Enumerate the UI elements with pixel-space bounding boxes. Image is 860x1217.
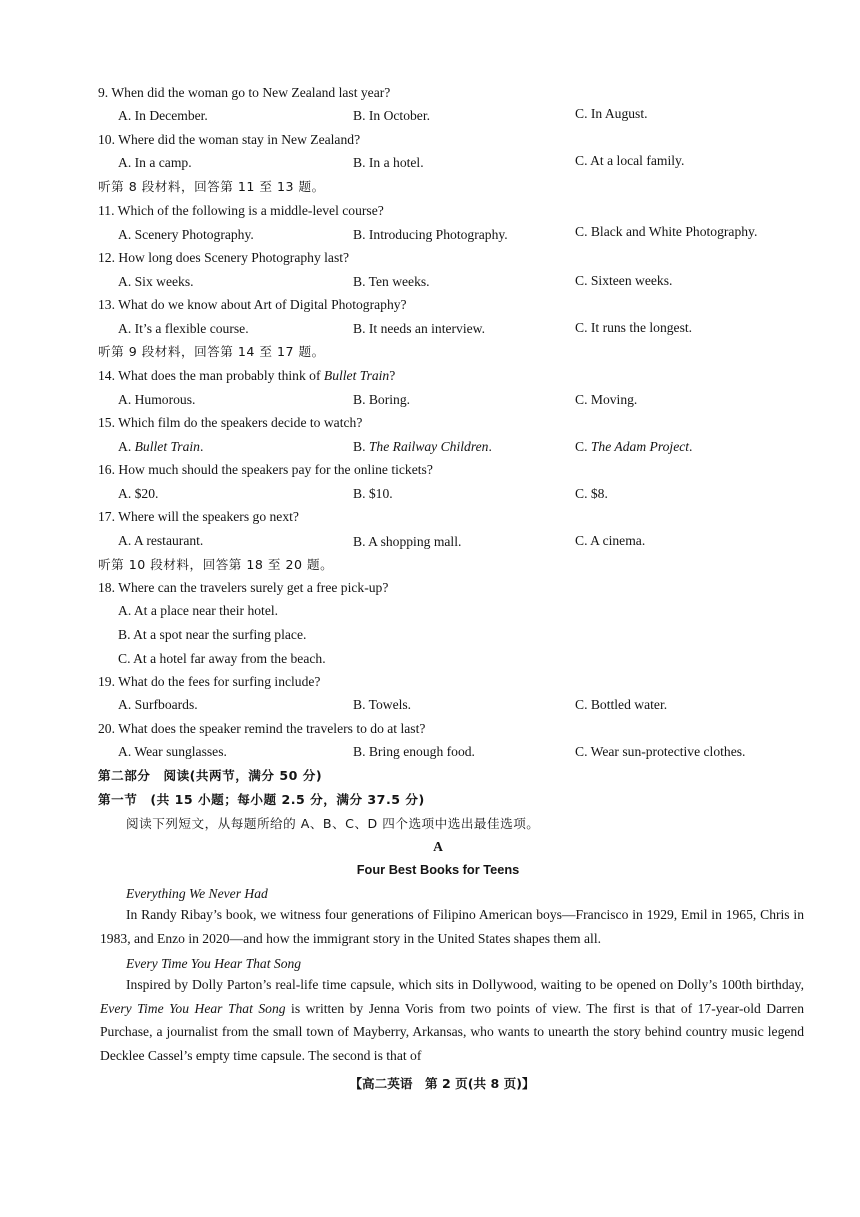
question-12-stem: 12. How long does Scenery Photography last?	[98, 250, 350, 265]
book-2-title: Every Time You Hear That Song	[126, 956, 302, 971]
question-17-option-b: B. A shopping mall.	[353, 534, 462, 549]
question-19-option-c: C. Bottled water.	[575, 697, 668, 712]
question-13-stem: 13. What do we know about Art of Digital Photography?	[98, 297, 407, 312]
listening-instruction: 听第 8 段材料，回答第 11 至 13 题。	[98, 179, 325, 194]
book-1-title: Everything We Never Had	[126, 886, 268, 901]
book-2-paragraph: Inspired by Dolly Parton’s real-life time capsule, which sits in Dollywood, waiting to be opened on Dolly’s 100th birthday, Every Time You Hear That Song is written by Jenna Voris from two points of view. The first is that of 17-year-old Darren Purchase, a journalist from the small town of Mayberry, Arkansas, who wants to unearth the story behind country music legend Decklee Cassel’s empty time capsule. The second is that of	[100, 977, 804, 1063]
passage-title: Four Best Books for Teens	[356, 862, 520, 877]
question-10-option-c: C. At a local family.	[575, 153, 685, 168]
question-10-stem: 10. Where did the woman stay in New Zealand?	[98, 132, 361, 147]
question-9-option-b: B. In October.	[353, 108, 431, 123]
question-16-option-b: B. $10.	[353, 486, 393, 501]
question-20-stem: 20. What does the speaker remind the travelers to do at last?	[98, 721, 426, 736]
book-1-paragraph: In Randy Ribay’s book, we witness four generations of Filipino American boys—Francisco in 1929, Emil in 1965, Chris in 1983, and Enzo in 2020—and how the immigrant story in the United States shapes them all.	[100, 907, 804, 946]
question-9-option-a: A. In December.	[118, 108, 208, 123]
question-13-option-b: B. It needs an interview.	[353, 321, 485, 336]
question-15-stem: 15. Which film do the speakers decide to watch?	[98, 415, 363, 430]
question-15-option-b: B. The Railway Children.	[353, 439, 492, 454]
section-one-heading: 第一节 (共 15 小题；每小题 2.5 分，满分 37.5 分)	[98, 792, 425, 807]
question-20-option-b: B. Bring enough food.	[353, 744, 475, 759]
question-11-stem: 11. Which of the following is a middle-level course?	[98, 203, 384, 218]
question-18-option-b: B. At a spot near the surfing place.	[118, 627, 307, 642]
question-14-option-b: B. Boring.	[353, 392, 411, 407]
question-19-option-a: A. Surfboards.	[118, 697, 198, 712]
passage-letter: A	[433, 839, 443, 854]
question-14-option-a: A. Humorous.	[118, 392, 196, 407]
question-9-stem: 9. When did the woman go to New Zealand last year?	[98, 85, 391, 100]
listening-instruction: 听第 9 段材料，回答第 14 至 17 题。	[98, 344, 325, 359]
question-12-option-c: C. Sixteen weeks.	[575, 273, 673, 288]
question-20-option-a: A. Wear sunglasses.	[118, 744, 227, 759]
question-10-option-a: A. In a camp.	[118, 155, 192, 170]
question-19-stem: 19. What do the fees for surfing include?	[98, 674, 321, 689]
question-11-option-b: B. Introducing Photography.	[353, 227, 508, 242]
page-footer: 【高二英语 第 2 页(共 8 页)】	[349, 1076, 535, 1091]
question-14-option-c: C. Moving.	[575, 392, 638, 407]
question-20-option-c: C. Wear sun-protective clothes.	[575, 744, 746, 759]
question-17-stem: 17. Where will the speakers go next?	[98, 509, 299, 524]
question-18-stem: 18. Where can the travelers surely get a free pick-up?	[98, 580, 389, 595]
question-13-option-a: A. It’s a flexible course.	[118, 321, 249, 336]
question-16-option-a: A. $20.	[118, 486, 159, 501]
question-15-option-a: A. Bullet Train.	[118, 439, 204, 454]
question-18-option-c: C. At a hotel far away from the beach.	[118, 651, 326, 666]
question-11-option-a: A. Scenery Photography.	[118, 227, 254, 242]
question-12-option-b: B. Ten weeks.	[353, 274, 430, 289]
question-9-option-c: C. In August.	[575, 106, 648, 121]
question-11-option-c: C. Black and White Photography.	[575, 224, 758, 239]
part-two-title: 第二部分 阅读(共两节，满分 50 分)	[98, 768, 323, 783]
question-12-option-a: A. Six weeks.	[118, 274, 194, 289]
question-13-option-c: C. It runs the longest.	[575, 320, 693, 335]
question-17-option-a: A. A restaurant.	[118, 533, 204, 548]
question-19-option-b: B. Towels.	[353, 697, 412, 712]
question-16-stem: 16. How much should the speakers pay for the online tickets?	[98, 462, 433, 477]
question-17-option-c: C. A cinema.	[575, 533, 646, 548]
reading-directions: 阅读下列短文，从每题所给的 A、B、C、D 四个选项中选出最佳选项。	[126, 816, 540, 831]
question-14-stem: 14. What does the man probably think of Bullet Train?	[98, 368, 396, 383]
question-16-option-c: C. $8.	[575, 486, 608, 501]
listening-instruction: 听第 10 段材料，回答第 18 至 20 题。	[98, 557, 334, 572]
question-15-option-c: C. The Adam Project.	[575, 439, 693, 454]
question-10-option-b: B. In a hotel.	[353, 155, 424, 170]
question-18-option-a: A. At a place near their hotel.	[118, 603, 279, 618]
